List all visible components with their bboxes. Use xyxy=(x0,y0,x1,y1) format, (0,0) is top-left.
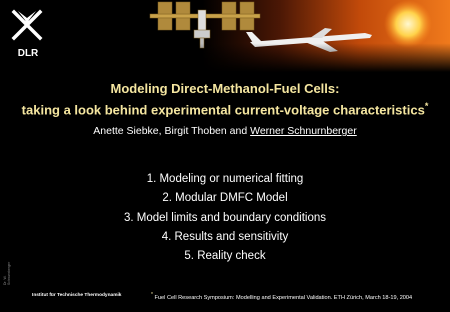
authors-line xyxy=(0,125,450,137)
slide-subtitle-text: taking a look behind experimental current-voltage characteristics xyxy=(21,102,425,118)
agenda-item: 4. Results and sensitivity xyxy=(161,230,289,243)
footnote xyxy=(151,292,412,301)
footnote-marker: * xyxy=(151,292,153,298)
agenda-item: 2. Modular DMFC Model xyxy=(162,192,288,205)
authors-text: Anette Siebke, Birgit Thoben and xyxy=(93,125,251,137)
agenda-item: 3. Model limits and boundary conditions xyxy=(123,211,326,224)
footnote-marker: * xyxy=(424,101,429,111)
agenda-item: 1. Modeling or numerical fitting xyxy=(146,173,304,185)
institute-name: Institut für Technische Thermodynamik xyxy=(32,293,122,298)
author-link[interactable]: Werner Schnurnberger xyxy=(250,125,357,137)
agenda-list xyxy=(0,170,450,266)
slide-title: Modeling Direct-Methanol-Fuel Cells: xyxy=(110,81,340,96)
side-credit: Dr. W. Schnurnberger xyxy=(3,261,11,285)
header-banner-image xyxy=(0,0,450,72)
footnote-text: Fuel Cell Research Symposium: Modelling and Experimental Validation. ETH Zürich, March 18-19, 2004 xyxy=(152,294,413,301)
dlr-logo xyxy=(6,6,50,62)
agenda-item: 5. Reality check xyxy=(184,250,266,263)
slide-subtitle xyxy=(0,101,450,117)
logo-text: DLR xyxy=(17,48,39,59)
